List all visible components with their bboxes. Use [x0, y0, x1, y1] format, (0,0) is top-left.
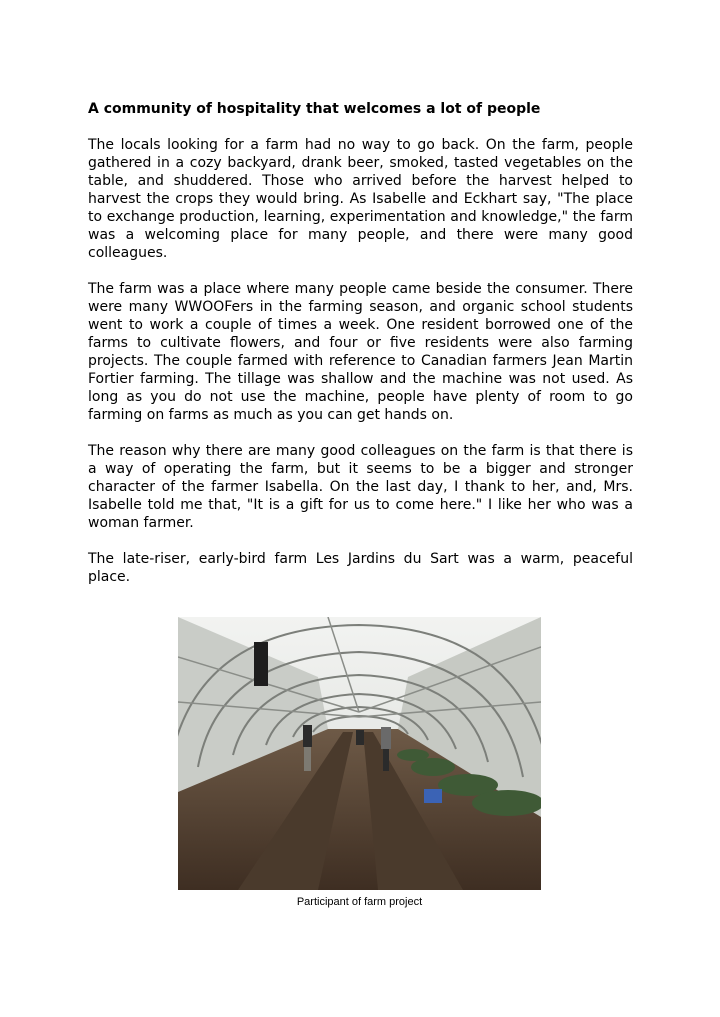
- greenhouse-photo: [178, 617, 541, 890]
- paragraph-2: The farm was a place where many people came beside the consumer. There were many WWOOFers in the farming season, and organic school students went to work a couple of times a week. One resident borrowed one of the farms to cultivate flowers, and four or five residents were also farming projects. The couple farmed with reference to Canadian farmers Jean Martin Fortier farming. The tillage was shallow and the machine was not used. As long as you do not use the machine, people have plenty of room to go farming on farms as much as you can get hands on.: [88, 281, 633, 423]
- paragraph-4: The late-riser, early-bird farm Les Jardins du Sart was a warm, peaceful place.: [88, 551, 633, 585]
- figure-caption: Participant of farm project: [296, 896, 423, 908]
- paragraph-3: The reason why there are many good colleagues on the farm is that there is a way of operating the farm, but it seems to be a bigger and stronger character of the farmer Isabella. On the last day, I thank to her, and, Mrs. Isabelle told me that, "It is a gift for us to come here." I like her who was a woman farmer.: [88, 443, 633, 531]
- article-heading: A community of hospitality that welcomes a lot of people: [88, 101, 541, 117]
- farm-photo-figure: [178, 617, 541, 909]
- paragraph-1: The locals looking for a farm had no way to go back. On the farm, people gathered in a cozy backyard, drank beer, smoked, tasted vegetables on the table, and shuddered. Those who arrived before the harvest helped to harvest the crops they would bring. As Isabelle and Eckhart say, "The place to exchange production, learning, experimentation and knowledge," the farm was a welcoming place for many people, and there were many good colleagues.: [88, 137, 633, 261]
- article-body: [88, 100, 633, 604]
